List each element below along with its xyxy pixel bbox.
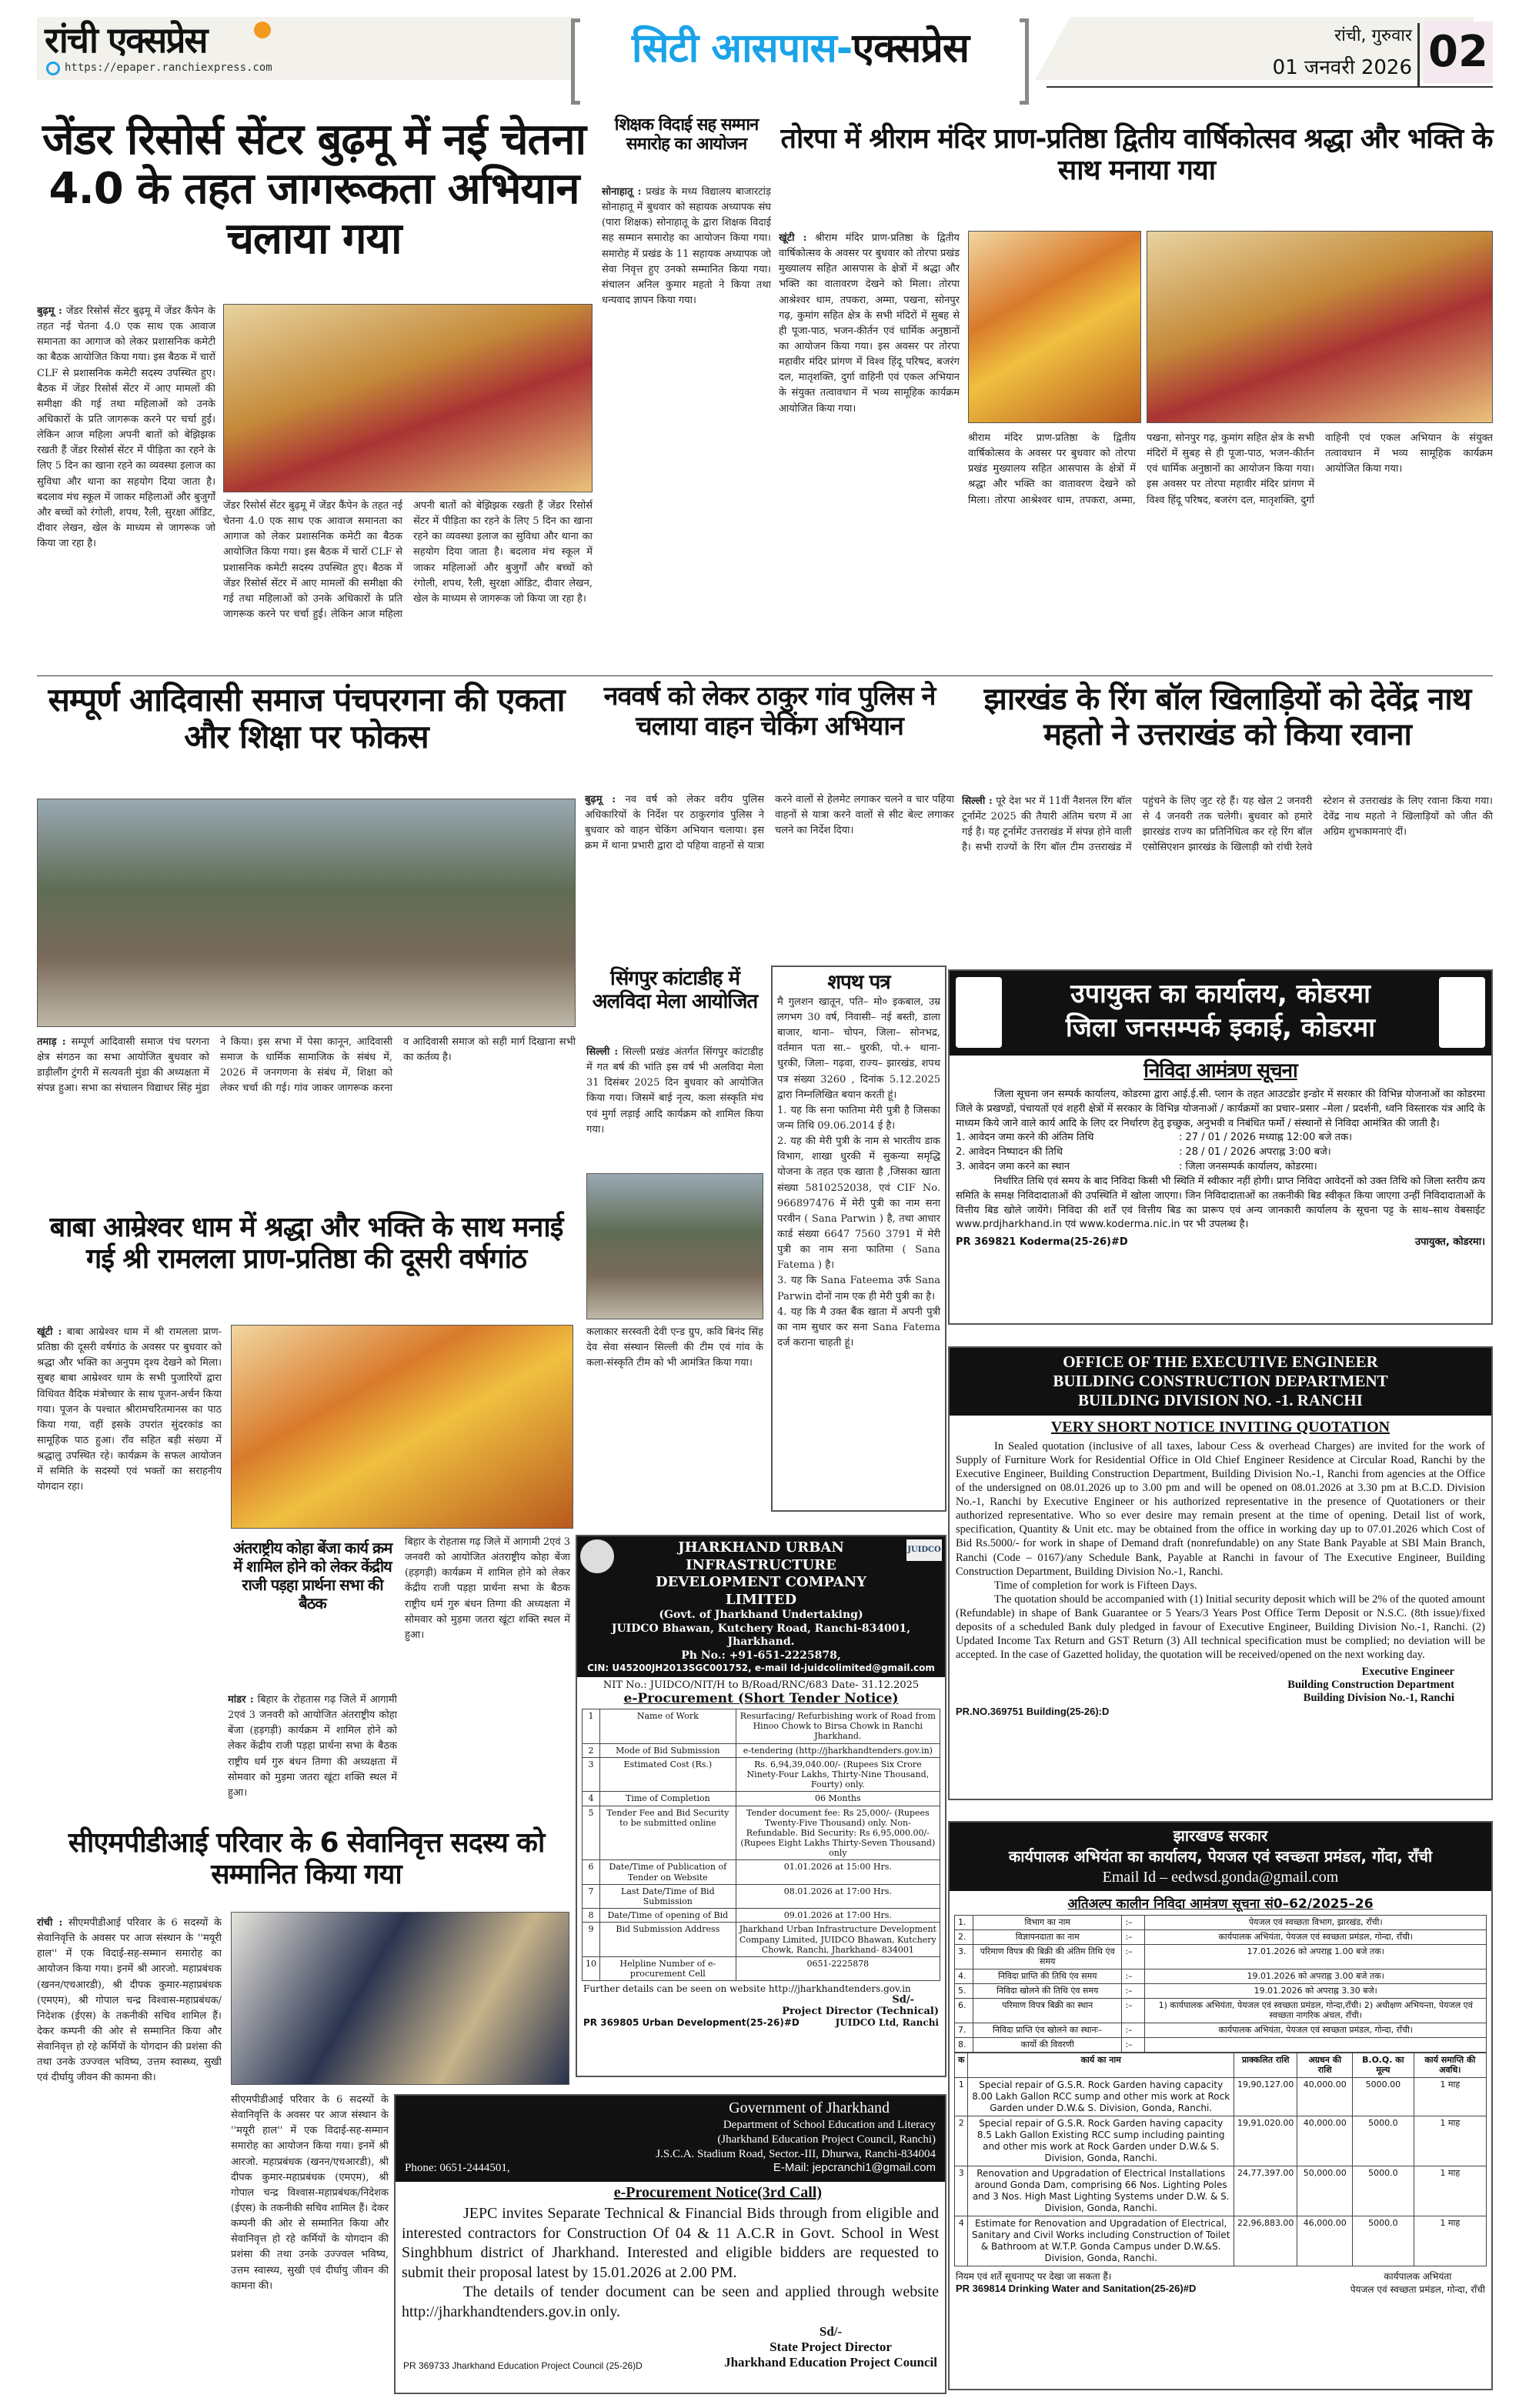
body-text: बाबा आम्रेश्वर धाम में श्री रामलला प्राण-प्रतिष्ठा की दूसरी वर्षगांठ के अवसर पर बुधवार को श्रद्धा और भक्ति का अनुपम दृश्य देखने को मिला। सुबह बाबा आम्रेश्वर धाम के सभी पुजारियों द्वारा विधिवत वैदिक मंत्रोच्चार के साथ पूजन-अर्चन किया गया। पूजन के पश्चात श्रीरामचरितमानस का पाठ किया गया, वहीं इसके उपरांत सुंदरकांड का सामूहिक पाठ हुआ। राँव सहित बड़ी संख्या में श्रद्धालु उपस्थित रहे। कार्यक्रम के सफल आयोजन में समिति के सदस्यों एवं भक्तों का सराहनीय योगदान रहा। [37, 1326, 222, 1493]
pr-number: PR 369733 Jharkhand Education Project Council (25-26)D [403, 2360, 643, 2371]
headline: झारखंड के रिंग बॉल खिलाड़ियों को देवेंद्र नाथ महतो ने उत्तराखंड को किया रवाना [983, 682, 1471, 752]
table-row [955, 2023, 1487, 2038]
jharkhand-emblem-icon [956, 977, 1002, 1048]
signatory-org: पेयजल एवं स्वच्छता प्रमंडल, गोन्दा, राँची [1350, 2284, 1485, 2295]
footer-note: नियम एवं शर्ते सूचनापट् पर देखा जा सकता हैं। [956, 2271, 1112, 2282]
divider [1047, 86, 1493, 88]
notice-title: VERY SHORT NOTICE INVITING QUOTATION [1050, 1418, 1390, 1436]
cell-no: 3. [955, 1944, 973, 1969]
cell-value: 08.01.2026 at 17:00 Hrs. [736, 1884, 940, 1908]
cell-sep: :– [1122, 2037, 1145, 2052]
ad-subtitle: (Govt. of Jharkhand Undertaking) [659, 1609, 863, 1621]
cell-no: 8 [583, 1909, 600, 1923]
cell-value: 19.01.2026 को अपराह्न 3.00 बजे तक। [1145, 1969, 1487, 1984]
cell-no: 7 [583, 1884, 600, 1908]
cell-boq: 5000.00 [1353, 2078, 1414, 2116]
web-icon [46, 62, 60, 75]
cell-label: Last Date/Time of Bid Submission [600, 1884, 736, 1908]
section-title [585, 26, 1016, 72]
cell-sep: :– [1122, 1998, 1145, 2023]
cell-label: परिमाण विपत्र बिक्री का स्थान [973, 1998, 1122, 2023]
headline: अंतराष्ट्रीय कोहा बेंजा कार्य क्रम में शामिल होने को लेकर केंद्रीय राजी पड़हा प्रार्थना सभा की बैठक [232, 1539, 392, 1613]
ad-title: उपायुक्त का कार्यालय, कोडरमा [1070, 979, 1370, 1009]
table-row [955, 2078, 1487, 2116]
cell-sep: :– [1122, 1969, 1145, 1984]
headline: तोरपा में श्रीराम मंदिर प्राण-प्रतिष्ठा द्वितीय वार्षिकोत्सव श्रद्धा और भक्ति के साथ मनाया गया [780, 123, 1493, 187]
cell-emd: 50,000.00 [1297, 2166, 1353, 2216]
ad-title: JHARKHAND URBAN INFRASTRUCTURE [678, 1539, 844, 1573]
cell-no: 8. [955, 2037, 973, 2052]
column-header: कार्य का नाम [968, 2053, 1234, 2078]
ad-title: Government of Jharkhand [729, 2099, 890, 2116]
table-row [955, 1983, 1487, 1998]
pr-number: PR.NO.369751 Building(25-26):D [956, 1705, 1110, 1717]
cell-value: 09.01.2026 at 17:00 Hrs. [736, 1909, 940, 1923]
story-body [37, 304, 215, 669]
epaper-url-link[interactable]: https://epaper.ranchiexpress.com [65, 62, 272, 74]
cell-no: 6 [583, 1860, 600, 1884]
column-header: अग्रधन की राशि [1297, 2053, 1353, 2078]
cell-sep: :– [1122, 1916, 1145, 1930]
affidavit-point: 1. यह कि सना फातिमा मेरी पुत्री है जिसका जन्म तिथि 09.06.2014 ई है। [777, 1104, 940, 1132]
affidavit-point: 2. यह की मेरी पुत्री के नाम से भारतीय डाक विभाग, शाखा धुरकी में सुकन्या समृद्धि योजना के तहत एक खाता है ,जिसका खाता संख्या 5810252038, एवं CIF No. 966897476 में मेरी पुत्री का नाम सना परवीन ( Sana Parwin ) है, तथा आधार कार्ड संख्या 6647 7560 3791 में मेरी पुत्री का नाम सना फातिमा ( Sana Fatema ) है। [777, 1136, 940, 1272]
cell-value: Jharkhand Urban Infrastructure Development Company Limited, JUIDCO Bhawan, Kutchery Chowk, Ranchi, Jharkhand- 834001 [736, 1923, 940, 1957]
cell-emd: 40,000.00 [1297, 2078, 1353, 2116]
story-photo [968, 231, 1141, 423]
table-row [955, 1944, 1487, 1969]
notice-title: निविदा आमंत्रण सूचना [1143, 1059, 1297, 1082]
bracket-right [1020, 18, 1029, 105]
notice-para: In Sealed quotation (inclusive of all taxes, labour Cess & overhead Charges) are invited for the work of Supply of Furniture Work for Residential Office in Old Chief Engineer Residence at Circular Road, Ranchi by the Executive Engineer, Building Construction Department, Building Division No.-1, Ranchi from agencies at the Office of the undersigned on 08.01.2026 up to 3.00 pm and will be opened on 08.01.2026 at 3.30 pm at B.C.D. Division No.-1, Ranchi by Executive Engineer or his authorized representative in the presence of Quotationers or their authorized representative. Who so ever desire may remain present at the time of opening. Detail list of work, specification, Quantity & Unit etc. may be obtained from the office in working day up to 07.01.2026 which Cost of Bid Rs.5000/- for work in shape of Demand draft (nonrefundable) on any State Bank Payable at SBI Main Branch, Ranchi (Code – 0167)/any Schedule Bank, Payable at Ranchi in favour of The Executive Engineer, Building Construction Department, Building Division No.-1, Ranchi. [956, 1439, 1485, 1578]
cell-name: Estimate for Renovation and Upgradation of Electrical, Sanitary and Civil Works including Construction of Toilet & Bathroom at W.T.P. Gonda Campus under D.W.&S. Division, Gonda, Ranchi. [968, 2216, 1234, 2266]
cell-label: Time of Completion [600, 1792, 736, 1806]
cell-value [1145, 2037, 1487, 2052]
works-table [954, 2053, 1487, 2267]
cell-no: 2 [955, 2116, 968, 2166]
column-header: कार्य समाप्ति की अवधि। [1414, 2053, 1486, 2078]
cell-cost: 24,77,397.00 [1234, 2166, 1297, 2216]
story-body [586, 1045, 763, 1168]
story-body [37, 1916, 222, 2393]
signatory: Project Director (Technical) [782, 2006, 939, 2018]
paper-logo: रांची एक्सप्रेस [45, 19, 207, 61]
ad-title: BUILDING DIVISION NO. -1. RANCHI [1078, 1391, 1363, 1410]
section-title-part2: एक्सप्रेस [852, 25, 970, 72]
ad-title: झारखण्ड सरकार [1173, 1826, 1268, 1845]
story-photo [1147, 231, 1493, 423]
notice-item [956, 1146, 1485, 1160]
cell-label: विभाग का नाम [973, 1916, 1122, 1930]
cell-value: कार्यपालक अभियंता, पेयजल एवं स्वच्छता प्रमंडल, गोन्दा, राँची। [1145, 2023, 1487, 2038]
table-row [583, 1860, 940, 1884]
cell-cost: 19,91,020.00 [1234, 2116, 1297, 2166]
cell-label: Name of Work [600, 1709, 736, 1744]
cell-label: Date/Time of opening of Bid [600, 1909, 736, 1923]
table-row [955, 1969, 1487, 1984]
ad-email: E-Mail: jepcranchi1@gmail.com [773, 2161, 936, 2175]
body-text: बिहार के रोहतास गढ़ जिले में आगामी 2एवं 3 जनवरी को आयोजित अंतराष्ट्रीय कोहा बेंजा (हड़गड़ी) कार्यक्रम में शामिल होने को लेकर केंद्रीय राजी पड़हा प्रार्थना सभा के बैठक राष्ट्रीय धर्म गुरु बंधन तिग्गा की अध्यक्षता में सोमवार को मुड़मा जतरा खूंटा शक्ति स्थल में हुआ। [228, 1694, 397, 1799]
ad-building-construction [948, 1346, 1493, 1800]
cell-label: निविदा प्राप्ति एंव खोलने का स्थानः– [973, 2023, 1122, 2038]
table-row [583, 1806, 940, 1860]
cell-emd: 46,000.00 [1297, 2216, 1353, 2266]
dateline: रांची : [37, 1917, 63, 1929]
photo-caption: कलाकार सरस्वती देवी एन्ड ग्रुप, कवि बिनंद सिंह देव सेवा संस्थान सिल्ली की टीम एवं गांव के कला-संस्कृति टीम को भी आमंत्रित किया गया। [586, 1326, 763, 1369]
cell-period: 1 माह [1414, 2216, 1486, 2266]
story-body [37, 1035, 576, 1200]
ad-phone: Ph No.: +91-651-2225878, [681, 1649, 841, 1662]
dateline: सिल्ली : [962, 795, 993, 807]
table-row [583, 1909, 940, 1923]
cell-label: Estimated Cost (Rs.) [600, 1757, 736, 1792]
signatory-org: JUIDCO Ltd, Ranchi [835, 2017, 939, 2029]
dateline: मांडर : [228, 1694, 254, 1706]
ad-jepc-tender [394, 2094, 946, 2394]
ad-juidco-tender [576, 1535, 946, 2077]
section-title-part1: सिटी आसपास- [631, 25, 853, 72]
story-photo [586, 1173, 763, 1319]
cell-label: Helpline Number of e-procurement Cell [600, 1956, 736, 1980]
divider [37, 675, 1493, 676]
pr-number: PR 369821 Koderma(25-26)#D [956, 1236, 1128, 1249]
cell-no: 1 [955, 2078, 968, 2116]
ad-subtitle: (Jharkhand Education Project Council, Ranchi) [717, 2133, 936, 2146]
footer-note: Further details can be seen on website http://jharkhandtenders.gov.in [583, 1983, 911, 1995]
column-header: B.O.Q. का मूल्य [1353, 2053, 1414, 2078]
notice-para: Time of completion for work is Fifteen Days. [994, 1579, 1197, 1592]
info-table [954, 1915, 1487, 2053]
story-body-continued: जेंडर रिसोर्स सेंटर बुढ़मू में जेंडर कैंपेन के तहत नई चेतना 4.0 एक साथ एक आवाज समानता का आगाज को लेकर प्रशासनिक कमेटी का बैठक आयोजित किया गया। इस बैठक में चारों CLF से प्रशासनिक कमेटी सदस्य उपस्थित हुए। बैठक में जेंडर रिसोर्स सेंटर में आए मामलों की समीक्षा की गई तथा महिलाओं को उनके अधिकारों के प्रति जागरूक करने पर चर्चा हुई। लेकिन आज महिला अपनी बातों को बेझिझक रखती हैं जेंडर रिसोर्स सेंटर में पीड़िता का रहने के लिए 5 दिन का खाना रहने का व्यवस्था इलाज का सुविधा और थाना का सहयोग दिया जाता है। बदलाव मंच स्कूल में जाकर महिलाओं और बुजुर्गों और बच्चों को रंगोली, शपथ, रैली, सुरक्षा ऑडिट, दीवार लेखन, खेल के माध्यम से जागरूक जो किया जा रहा है। [223, 500, 593, 620]
cell-no: 3 [583, 1757, 600, 1792]
ad-koderma-tender [948, 969, 1493, 1325]
signature: उपायुक्त, कोडरमा। [1415, 1236, 1485, 1249]
cell-no: 5 [583, 1806, 600, 1860]
cell-value: कार्यपालक अभियंता, पेयजल एवं स्वच्छता प्रमंडल, गोन्दा, राँची। [1145, 1929, 1487, 1944]
table-row [955, 2166, 1487, 2216]
body-text: सिल्ली प्रखंड अंतर्गत सिंगपुर कांटाडीह में गत बर्ष की भांति इस वर्ष भी अलविदा मेला 31 दिसंबर 2025 दिन बुधवार को आयोजित किया गया। जिसमें बाई नृत्य, कला संस्कृति मंच एवं मुर्गा लड़ाई आदि कार्यक्रम को शामिल किया गया। [586, 1046, 763, 1136]
column-header: क [955, 2053, 968, 2078]
cell-value: 19.01.2026 को अपराह्न 3.30 बजे। [1145, 1983, 1487, 1998]
jharkhand-emblem-icon [1439, 977, 1485, 1048]
affidavit-title: शपथ पत्र [827, 971, 890, 994]
notice-title: e-Procurement (Short Tender Notice) [623, 1691, 899, 1706]
cell-no: 3 [955, 2166, 968, 2216]
cell-no: 2. [955, 1929, 973, 1944]
headline: शिक्षक विदाई सह सम्मान समारोह का आयोजन [614, 115, 759, 155]
story-body [228, 1693, 397, 1816]
story-body [962, 794, 1493, 962]
ad-title: DEVELOPMENT COMPANY LIMITED [655, 1574, 867, 1608]
cell-boq: 5000.0 [1353, 2216, 1414, 2266]
jharkhand-emblem-icon [580, 1539, 614, 1573]
sun-logo-icon [254, 22, 271, 38]
story-photo [223, 304, 593, 492]
dateline: खूंटी : [37, 1326, 62, 1338]
cell-no: 4 [583, 1792, 600, 1806]
dateline: तमाड़ : [37, 1036, 66, 1048]
signatory: कार्यपालक अभियंता [1384, 2271, 1452, 2282]
cell-no: 4. [955, 1969, 973, 1984]
ad-title: BUILDING CONSTRUCTION DEPARTMENT [1053, 1372, 1388, 1391]
headline: नववर्ष को लेकर ठाकुर गांव पुलिस ने चलाया वाहन चेकिंग अभियान [603, 681, 936, 742]
cell-value: 06 Months [736, 1792, 940, 1806]
cell-name: Special repair of G.S.R. Rock Garden having capacity 8.5 Lakh Gallon Existing RCC sump including painting and other mis work at Rock Garden under D.W.& S. Division, Gonda, Ranchi. [968, 2116, 1234, 2166]
table-row [583, 1743, 940, 1757]
tender-table [582, 1709, 940, 1981]
cell-cost: 19,90,127.00 [1234, 2078, 1297, 2116]
cell-no: 10 [583, 1956, 600, 1980]
cell-label: परिमाण विपत्र की बिक्री की अंतिम तिथि एंव समय [973, 1944, 1122, 1969]
ad-email: Email Id – eedwsd.gonda@gmail.com [1102, 1869, 1339, 1886]
cell-label: निविदा प्राप्ति की तिथि एंव समय [973, 1969, 1122, 1984]
cell-no: 6. [955, 1998, 973, 2023]
table-row [955, 1998, 1487, 2023]
body-text: सम्पूर्ण आदिवासी समाज पंच परगना क्षेत्र संगठन का सभा आयोजित बुधवार को डाड़ीलौंग टुंगरी में सत्यवती मुंडा की अध्यक्षता में संपन्न हुआ। सभा का संचालन विद्याधर सिंह मुंडा ने किया। इस सभा में पेसा कानून, आदिवासी समाज के धार्मिक सामाजिक के संबंध में, 2026 में जनगणना के संबंध में, शिक्षा को लेकर चर्चा की गई। गांव जाकर जागरूक करना व आदिवासी समाज को सही मार्ग दिखाना सभी का कर्तव्य है। [37, 1036, 576, 1095]
divider [1417, 23, 1420, 86]
juidco-logo: JUIDCO [906, 1539, 942, 1561]
table-row [955, 1916, 1487, 1930]
cell-sep: :– [1122, 1929, 1145, 1944]
issue-date: 01 जनवरी 2026 [1272, 56, 1412, 79]
signatory: State Project Director [770, 2339, 892, 2354]
story-body [37, 1325, 222, 1816]
table-row [583, 1792, 940, 1806]
cell-period: 1 माह [1414, 2166, 1486, 2216]
table-row [955, 2037, 1487, 2052]
cell-emd: 40,000.00 [1297, 2116, 1353, 2166]
notice-para: The quotation should be accompanied with (1) Initial security deposit which will be 2% of the quoted amount (Refundable) in shape of Bank Guarantee or 5 Years/3 Years Post Office Term Deposit or N.S.C. (8th issue)/fixed deposits of a scheduled Bank duly pledged in favour of Executive Engineer, Building Division No.-1, Ranchi. (2) Updated Income Tax Return and GST Return (3) All technical specification must be complied; no deviation will be accepted. In the case of Gazetted holiday, the quotation will be received/opened on the next working day. [956, 1593, 1485, 1662]
ad-address: JUIDCO Bhawan, Kutchery Road, Ranchi-834001, Jharkhand. [611, 1622, 911, 1648]
signatory-org: Jharkhand Education Project Council [724, 2355, 937, 2370]
story-body-continued: सीएमपीडीआई परिवार के 6 सदस्यों के सेवानिवृत्ति के अवसर पर आज संस्थान के ''मयूरी हाल'' में एक विदाई-सह-सम्मान समारोह का आयोजन किया गया। इनमें श्री आरजो. महाप्रबंधक (खनन/एचआरडी), श्री दीपक कुमार-महाप्रबंधक (एमएम), श्री गोपाल चन्द्र विश्वास-महाप्रबंधक/निदेशक (ईएस) के तकनीकी सचिव शामिल हैं। देकर कम्पनी की ओर से सम्मानित किया और सेवानिवृत्त हो रहे कर्मियों के योगदान की प्रशंसा की तथा उनके उज्ज्वल भविष्य, उत्तम स्वास्थ्य, सुखी एवं दीर्घायु जीवन की कामना की। [231, 2094, 389, 2292]
ad-gonda-tender [948, 1821, 1493, 2390]
headline: सिंगपुर कांटाडीह में अलविदा मेला आयोजित [592, 967, 758, 1013]
notice-item [956, 1131, 1485, 1146]
ad-phone: Phone: 0651-2444501, [405, 2162, 510, 2175]
table-row [955, 2216, 1487, 2266]
cell-boq: 5000.0 [1353, 2116, 1414, 2166]
cell-no: 7. [955, 2023, 973, 2038]
story-body [585, 792, 954, 962]
dateline: खूंटी : [779, 232, 807, 244]
sd: Sd/- [819, 2323, 843, 2339]
story-photo [37, 799, 576, 1027]
item-label: 2. आवेदन निष्पादन की तिथि [956, 1146, 1063, 1159]
cell-name: Renovation and Upgradation of Electrical Installations around Gonda Dam, comprising 66 Nos. Lighting Poles and 3 Nos. High Mast Lighting Systems under D.W. & S. Division, Gonda, Ranchi. [968, 2166, 1234, 2216]
body-text: जेंडर रिसोर्स सेंटर बुढ़मू में जेंडर कैंपेन के तहत नई चेतना 4.0 एक साथ एक आवाज समानता का आगाज को लेकर प्रशासनिक कमेटी का बैठक आयोजित किया गया। इस बैठक में चारों CLF से प्रशासनिक कमेटी सदस्य उपस्थित हुए। बैठक में जेंडर रिसोर्स सेंटर में आए मामलों की समीक्षा की गई तथा महिलाओं को उनके अधिकारों के प्रति जागरूक करने पर चर्चा हुई। लेकिन आज महिला अपनी बातों को बेझिझक रखती हैं जेंडर रिसोर्स सेंटर में पीड़िता का रहने के लिए 5 दिन का खाना रहने का व्यवस्था इलाज का सुविधा और थाना का सहयोग दिया जाता है। बदलाव मंच स्कूल में जाकर महिलाओं और बुजुर्गों और बच्चों को रंगोली, शपथ, रैली, सुरक्षा ऑडिट, दीवार लेखन, खेल के माध्यम से जागरूक जो किया जा रहा है। [37, 305, 215, 550]
cell-no: 2 [583, 1743, 600, 1757]
page-number: 02 [1424, 22, 1493, 83]
headline: बाबा आम्रेश्वर धाम में श्रद्धा और भक्ति के साथ मनाई गई श्री रामलला प्राण-प्रतिष्ठा की दूसरी वर्षगांठ [49, 1212, 563, 1276]
cell-no: 5. [955, 1983, 973, 1998]
ad-cin-email: CIN: U45200JH2013SGC001752, e-mail Id-juidcolimited@gmail.com [587, 1663, 935, 1673]
pr-number: PR 369805 Urban Development(25-26)#D [583, 2017, 800, 2029]
cell-label: विज्ञापनदाता का नाम [973, 1929, 1122, 1944]
story-body [602, 185, 771, 669]
cell-label: Tender Fee and Bid Security to be submitted online [600, 1806, 736, 1860]
dateline: बुढ़मू : [585, 794, 616, 805]
body-text: श्रीराम मंदिर प्राण-प्रतिष्ठा के द्वितीय वार्षिकोत्सव के अवसर पर बुधवार को तोरपा प्रखंड मुख्यालय सहित आसपास के क्षेत्रों में श्रद्धा और भक्ति का वातावरण देखने को मिला। तोरपा आश्रेश्वर धाम, तपकरा, अम्मा, पखना, सोनपुर गढ़, कुमांग सहित क्षेत्र के सभी मंदिरों में सुबह से ही पूजा-पाठ, भजन-कीर्तन एवं धार्मिक अनुष्ठानों का आयोजन किया गया। इस अवसर पर तोरपा महावीर मंदिर प्रांगण में विश्व हिंदू परिषद, बजरंग दल, मातृशक्ति, दुर्गा वाहिनी एवं एकल अभियान के संयुक्त तत्वावधान में भव्य सामूहिक कार्यक्रम आयोजित किया गया। [779, 232, 960, 415]
signatory: Executive Engineer [1361, 1665, 1454, 1678]
affidavit-point: 4. यह कि मै उक्त बैंक खाता में अपनी पुत्री का नाम सुधार कर सना Sana Fatema दर्ज कराना चाहती हूं। [777, 1306, 940, 1349]
dateline: बुढ़मू : [37, 305, 62, 317]
item-value: : 28 / 01 / 2026 अपराह्न 3:00 बजे। [1179, 1146, 1331, 1159]
body-text: प्रखंड के मध्य विद्यालय बाजारटांड़ सोनाहातू में बुधवार को सहायक अध्यापक संघ (पारा शिक्षक) सोनाहातू के द्वारा शिक्षक विदाई सह सम्मान समारोह का आयोजन किया गया। समारोह में प्रखंड के 11 सहायक अध्यापक जो सेवा निवृत्त हुए उनको सम्मानित किया गया। संचालन अनिल कुमार महतो ने किया तथा धन्यवाद ज्ञापन किया गया। [602, 186, 771, 306]
cell-value: 17.01.2026 को अपराह्न 1.00 बजे तक। [1145, 1944, 1487, 1969]
ad-title: जिला जनसम्पर्क इकाई, कोडरमा [1065, 1012, 1376, 1044]
ad-title: कार्यपालक अभियंता का कार्यालय, पेयजल एवं स्वच्छता प्रमंडल, गोंदा, राँची [1008, 1847, 1433, 1866]
cell-cost: 22,96,883.00 [1234, 2216, 1297, 2266]
cell-name: Special repair of G.S.R. Rock Garden having capacity 8.00 Lakh Gallon RCC sump and other mis work at Rock Garden under D.W.& S. Division, Gonda, Ranchi. [968, 2078, 1234, 2116]
ad-subtitle: Department of School Education and Literacy [723, 2119, 936, 2131]
item-value: : जिला जनसम्पर्क कार्यालय, कोडरमा। [1179, 1161, 1317, 1173]
story-body [779, 231, 960, 669]
cell-value: Rs. 6,94,39,040.00/- (Rupees Six Crore Ninety-Four Lakhs, Thirty-Nine Thousand, Fourty) only. [736, 1757, 940, 1792]
cell-value: Tender document fee: Rs 25,000/- (Rupees Twenty-Five Thousand) only. Non-Refundable. Bid Security: Rs 6,95,000.00/- (Rupees Eight Lakhs Thirty-Seven Thousand) only [736, 1806, 940, 1860]
table-row [583, 1757, 940, 1792]
cell-label: निविदा खोलने की तिथि एंव समय [973, 1983, 1122, 1998]
cell-sep: :– [1122, 1983, 1145, 1998]
cell-boq: 5000.0 [1353, 2166, 1414, 2216]
cell-label: Date/Time of Publication of Tender on Website [600, 1860, 736, 1884]
column-header: प्राक्कलित राशि [1234, 2053, 1297, 2078]
headline: जेंडर रिसोर्स सेंटर बुढ़मू में नई चेतना 4.0 के तहत जागरूकता अभियान चलाया गया [42, 115, 586, 264]
headline: सम्पूर्ण आदिवासी समाज पंचपरगना की एकता और शिक्षा पर फोकस [48, 681, 565, 756]
body-text: नव वर्ष को लेकर वरीय पुलिस अधिकारियों के निर्देश पर ठाकुरगांव पुलिस ने बुधवार को वाहन चेकिंग अभियान चलाया। इस क्रम में थाना प्रभारी द्वारा दो पहिया वाहनों से यात्रा करने वालों से हेलमेट लगाकर चलने व चार पहिया वाहनों से यात्रा करने वालों से सीट बेल्ट लगाकर चलने का निर्देश दिया। [585, 794, 954, 852]
table-row [955, 2116, 1487, 2166]
bracket-left [571, 18, 580, 105]
story-body-continued: बिहार के रोहतास गढ़ जिले में आगामी 2एवं 3 जनवरी को आयोजित अंतराष्ट्रीय कोहा बेंजा (हड़गड़ी) कार्यक्रम में शामिल होने को लेकर केंद्रीय राजी पड़हा प्रार्थना सभा के बैठक राष्ट्रीय धर्म गुरु बंधन तिग्गा की अध्यक्षता में सोमवार को मुड़मा जतरा खूंटा शक्ति स्थल में हुआ। [405, 1536, 570, 1641]
headline: सीएमपीडीआई परिवार के 6 सेवानिवृत्त सदस्य को सम्मानित किया गया [68, 1827, 545, 1891]
dateline: सोनाहातू : [602, 186, 642, 198]
cell-no: 1 [583, 1709, 600, 1744]
signatory-division: Building Division No.-1, Ranchi [1303, 1692, 1454, 1705]
notice-para: The details of tender document can be seen and applied through website http://jharkhandtenders.gov.in only. [402, 2283, 939, 2320]
cell-sep: :– [1122, 1944, 1145, 1969]
notice-title: अतिअल्प कालीन निविदा आमंत्रण सूचना सं0–62/2025–26 [1067, 1896, 1374, 1912]
notice-para: निर्धारित तिथि एवं समय के बाद निविदा किसी भी स्थिति में स्वीकार नहीं होगी। प्राप्त निविदा आवेदनों को उक्त तिथि को जिला स्तरीय क्रय समिति के समक्ष निविदादाताओं की उपस्थिति में खोला जाएगा। जिन निविदादाताओं का तकनीकी बिड स्वीकृत किया जाएगा उन्हीं निविदादाताओं के वित्तीय बिड खोले जायेंगे। निविदा की शर्तें एवं वित्तीय बिड का प्रारूप एवं अन्य जानकारी कार्यालय के सूचना पट्ट के साथ–साथ वेबसाईट www.prdjharkhand.in एवं www.koderma.nic.in पर भी उपलब्ध है। [956, 1175, 1485, 1231]
item-label: 1. आवेदन जमा करने की अंतिम तिथि [956, 1132, 1094, 1144]
cell-label: Bid Submission Address [600, 1923, 736, 1957]
cell-value: पेयजल एवं स्वच्छता विभाग, झारखंड, राँची। [1145, 1916, 1487, 1930]
cell-no: 1. [955, 1916, 973, 1930]
sd: Sd/- [892, 1994, 914, 2006]
body-text: सीएमपीडीआई परिवार के 6 सदस्यों के सेवानिवृत्ति के अवसर पर आज संस्थान के ''मयूरी हाल'' में एक विदाई-सह-सम्मान समारोह का आयोजन किया गया। इनमें श्री आरजो. महाप्रबंधक (खनन/एचआरडी), श्री दीपक कुमार-महाप्रबंधक (एमएम), श्री गोपाल चन्द्र विश्वास-महाप्रबंधक/निदेशक (ईएस) के तकनीकी सचिव शामिल हैं। देकर कम्पनी की ओर से सम्मानित किया और सेवानिवृत्त हो रहे कर्मियों के योगदान की प्रशंसा की तथा उनके उज्ज्वल भविष्य, उत्तम स्वास्थ्य, सुखी एवं दीर्घायु जीवन की कामना की। [37, 1917, 222, 2084]
pr-number: PR 369814 Drinking Water and Sanitation(25-26)#D [956, 2283, 1197, 2294]
table-row [583, 1884, 940, 1908]
affidavit-body: मै गुलशन खातून, पति– मो० इकबाल, उम्र लगभग 30 वर्ष, निवासी– नई बस्ती, डाला बाजार, थाना– चोपन, जिला– सोनभद्र, वर्तमान पता सा.– धुरकी, पो.+ थाना- धुरकी, जिला– गढ़वा, राज्य– झारखंड, शपथ पत्र संख्या 3260 , दिनांक 5.12.2025 द्वारा निम्नलिखित बयान करती हूं। [777, 996, 940, 1101]
city-day: रांची, गुरुवार [1334, 26, 1412, 45]
notice-para: JEPC invites Separate Technical & Financial Bids through from eligible and interested contractors for Construction Of 04 & 11 A.C.R in Govt. School in West Singhbhum district of Jharkhand. Interested and eligible bidders are requested to submit their proposal latest by 15.01.2026 at 2.00 PM. [402, 2205, 939, 2281]
cell-label: कार्यो की विवरणी [973, 2037, 1122, 2052]
table-row [583, 1709, 940, 1744]
table-row [583, 1956, 940, 1980]
cell-label: Mode of Bid Submission [600, 1743, 736, 1757]
item-value: : 27 / 01 / 2026 मध्याह्न 12:00 बजे तक। [1179, 1132, 1353, 1144]
cell-value: e-tendering (http://jharkhandtenders.gov.in) [736, 1743, 940, 1757]
story-photo [231, 1325, 573, 1529]
cell-no: 4 [955, 2216, 968, 2266]
cell-period: 1 माह [1414, 2116, 1486, 2166]
table-header-row [955, 2053, 1487, 2078]
item-label: 3. आवेदन जमा करने का स्थान [956, 1161, 1070, 1173]
notice-title: e-Procurement Notice(3rd Call) [613, 2184, 822, 2201]
ad-address: J.S.C.A. Stadium Road, Sector.-III, Dhurwa, Ranchi-834004 [656, 2147, 936, 2160]
ad-title: OFFICE OF THE EXECUTIVE ENGINEER [1063, 1352, 1378, 1371]
cell-period: 1 माह [1414, 2078, 1486, 2116]
cell-value: 0651-2225878 [736, 1956, 940, 1980]
affidavit-point: 3. यह कि Sana Fateema उर्फ Sana Parwin दोनों नाम एक ही मेरी पुत्री का है। [777, 1275, 940, 1302]
dateline: सिल्ली : [586, 1046, 619, 1058]
notice-item [956, 1160, 1485, 1175]
story-photo [231, 1912, 569, 2085]
table-row [583, 1923, 940, 1957]
notice-para: जिला सूचना जन सम्पर्क कार्यालय, कोडरमा द्वारा आई.ई.सी. प्लान के तहत आउटडोर इन्डोर में सरकार की विभिन्न योजनाओं का कोडरमा जिले के प्रखण्डों, पंचायतों एवं शहरी क्षेत्रों में सरकार के विभिन्न योजनाओं / कार्यक्रमों का प्रचार–प्रसार –मेला / प्रदर्शनी, ध्वनि विस्तारक यंत्र आदि के माध्यम किये जाने वाले कार्य आदि के लिए दर निर्धारण हेतु इच्छुक, अनुभवी व निबंधित फर्मो / संस्थानों से निविदा आमंत्रित की जाती है। [956, 1088, 1485, 1129]
cell-sep: :– [1122, 2023, 1145, 2038]
signatory-dept: Building Construction Department [1287, 1678, 1454, 1691]
cell-value: Resurfacing/ Refurbishing work of Road from Hinoo Chowk to Birsa Chowk in Ranchi Jharkhand. [736, 1709, 940, 1744]
cell-no: 9 [583, 1923, 600, 1957]
table-row [955, 1929, 1487, 1944]
nit-number: NIT No.: JUIDCO/NIT/H to B/Road/RNC/683 Date- 31.12.2025 [603, 1679, 920, 1691]
cell-value: 01.01.2026 at 15:00 Hrs. [736, 1860, 940, 1884]
affidavit-notice [771, 966, 946, 1512]
body-text: पूरे देश भर में 11वीं नैशनल रिंग बॉल टूर्नामेंट 2025 की तैयारी अंतिम चरण में आ गई है। यह टूर्नामेंट उत्तराखंड में संपन्न होने वाली है। सभी राज्यों के रिंग बॉल टीम उत्तराखंड में पहुंचने के लिए जुट रहे हैं। यह खेल 2 जनवरी से 4 जनवरी तक चलेगी। बुधवार को हमारे झारखंड राज्य का प्रतिनिधित्व कर रहे रिंग बॉल एसोसिएशन झारखंड के खिलाड़ी को रांची रेलवे स्टेशन से उत्तराखंड के लिए रवाना किया गया। देवेंद्र नाथ महतो ने खिलाड़ियों को जीत की अग्रिम शुभकामनाएं दीं। [962, 795, 1493, 854]
story-body-continued: श्रीराम मंदिर प्राण-प्रतिष्ठा के द्वितीय वार्षिकोत्सव के अवसर पर बुधवार को तोरपा प्रखंड मुख्यालय सहित आसपास के क्षेत्रों में श्रद्धा और भक्ति का वातावरण देखने को मिला। तोरपा आश्रेश्वर धाम, तपकरा, अम्मा, पखना, सोनपुर गढ़, कुमांग सहित क्षेत्र के सभी मंदिरों में सुबह से ही पूजा-पाठ, भजन-कीर्तन एवं धार्मिक अनुष्ठानों का आयोजन किया गया। इस अवसर पर तोरपा महावीर मंदिर प्रांगण में विश्व हिंदू परिषद, बजरंग दल, मातृशक्ति, दुर्गा वाहिनी एवं एकल अभियान के संयुक्त तत्वावधान में भव्य सामूहिक कार्यक्रम आयोजित किया गया। [968, 432, 1493, 506]
cell-value: 1) कार्यपालक अभियंता, पेयजल एवं स्वच्छता प्रमंडल, गोन्दा,राँची। 2) अधीक्षण अभियन्ता, पेयजल एवं स्वच्छता नागरिक अंचल, राँची। [1145, 1998, 1487, 2023]
